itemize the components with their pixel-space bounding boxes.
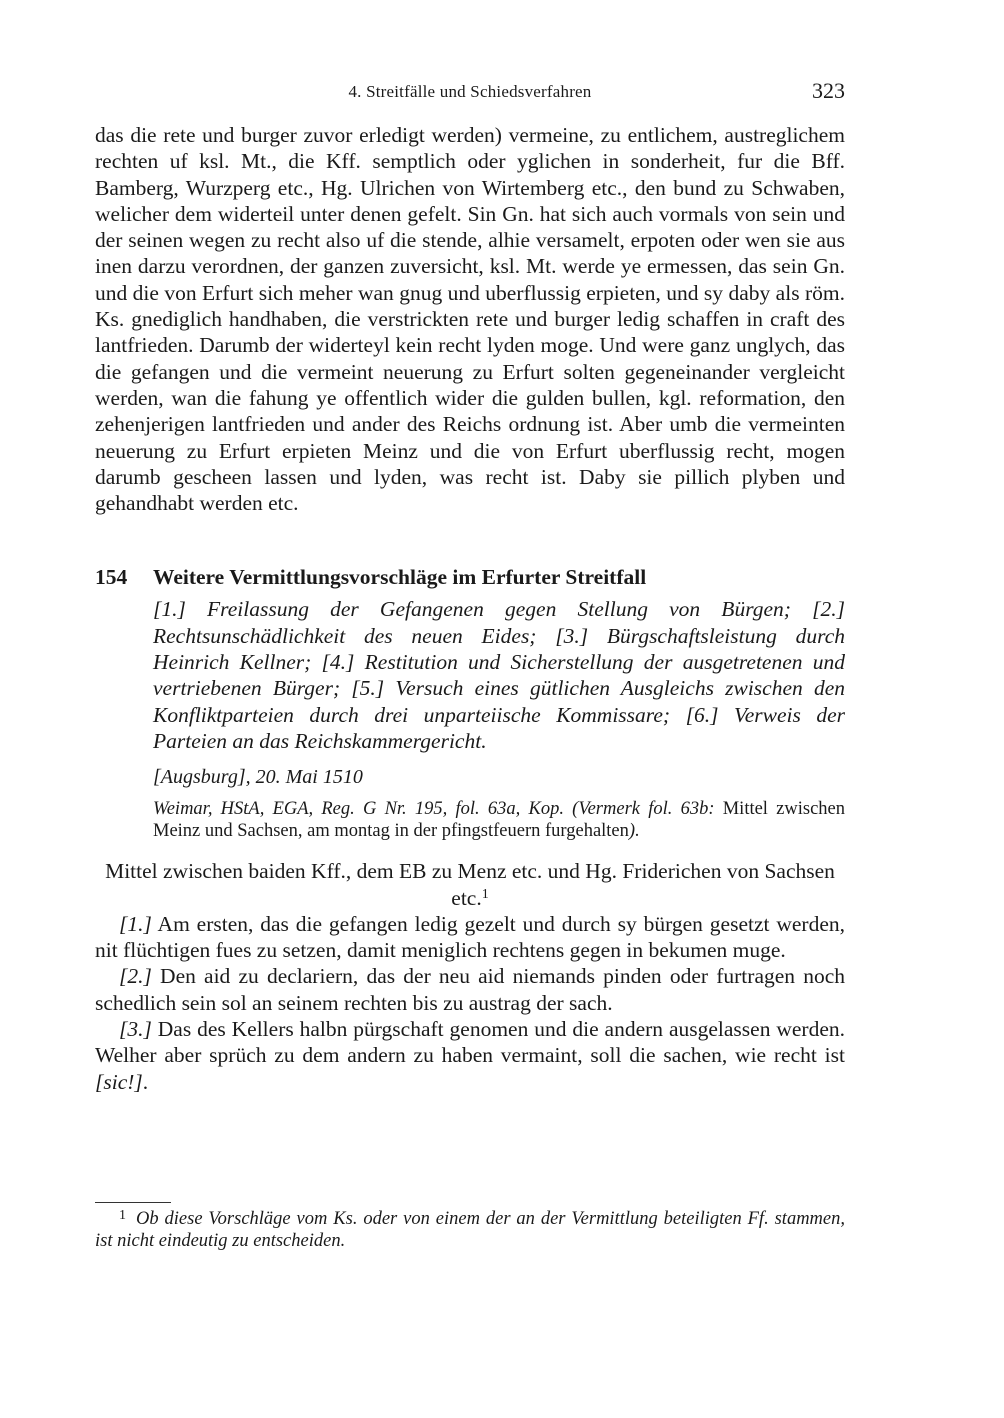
paragraph-text: Das des Kellers halbn pürgschaft genomen und die andern ausgelassen werden. Welher aber sprüch zu dem andern zu haben vermaint, soll die sachen, wie recht ist	[95, 1017, 845, 1068]
page-content	[95, 78, 845, 1095]
footnote-divider	[95, 1202, 171, 1203]
footnote-text: Ob diese Vorschläge vom Ks. oder von einem der an der Vermittlung beteiligten Ff. stammen, ist nicht eindeutig zu entscheiden.	[95, 1209, 845, 1251]
footnote-mark: 1	[119, 1208, 126, 1223]
paragraph-number: [3.]	[119, 1017, 152, 1042]
paragraph-text: Den aid zu declariern, das der neu aid niemands pinden oder furtragen noch schedlich sein sol an seinem rechten bis zu austrag der sach.	[95, 964, 845, 1015]
document-title: Weitere Vermittlungsvorschläge im Erfurter Streitfall	[153, 565, 647, 590]
paragraph-number: [2.]	[119, 964, 152, 989]
document-number: 154	[95, 565, 128, 590]
footnote-reference: 1	[481, 886, 489, 902]
document-date: [Augsburg], 20. Mai 1510	[153, 766, 363, 789]
source-close: ).	[628, 821, 640, 842]
paragraph-text: Am ersten, das die gefangen ledig gezelt und durch sy bürgen gesetzt werden, nit flüchtigen fues zu setzen, damit meniglich rechtens gegen in bekumen muge.	[95, 911, 845, 963]
running-head	[95, 78, 845, 110]
document-source	[153, 798, 845, 842]
continuation-paragraph: das die rete und burger zuvor erledigt werden) vermeine, zu entlichem, austreglichem rechten uf ksl. Mt., die Kff. semptlich oder yglichen in sonderheit, fur die Bff. Bamberg, Wurzperg etc., Hg. Ulrichen von Wirtemberg etc., den bund zu Schwaben, welicher dem widerteil unter denen gefelt. Sin Gn. hat sich auch vormals von sein und der seinen wegen zu recht also uf die stende, alhie versamelt, erpoten oder wen sie aus inen darzu verordnen, der ganzen zuversicht, ksl. Mt. werde ye ermessen, das sein Gn. und die von Erfurt sich meher wan gnug und uberflussig erpieten, und sy daby als röm. Ks. gnediglich handhaben, die verstrickten rete und burger ledig schaffen in craft des lantfrieden. Darumb der widerteyl kein recht lyden moge. Und were ganz unglych, das die gefangen und die vermeint neuerung zu Erfurt solten gegeneinander vergleicht werden, wan die fahung ye offentlich wider die gulden bullen, kgl. reformation, den zehenjerigen lantfrieden und ander des Reichs ordnung ist. Aber umb die vermeinten neuerung zu Erfurt erpieten Meinz und die von Erfurt uberflussig recht, mogen darumb gescheen lassen und lyden, was recht ist. Daby sie pillich plyben und gehandhabt werden etc.	[95, 123, 845, 516]
source-archive: Weimar, HStA, EGA, Reg. G Nr. 195, fol. 63a, Kop. (Vermerk fol. 63b:	[153, 799, 715, 820]
footnote	[95, 1208, 845, 1252]
document-heading	[95, 858, 845, 911]
paragraph-number: [1.]	[119, 911, 152, 936]
heading-text: Mittel zwischen baiden Kff., dem EB zu Menz etc. und Hg. Friderichen von Sachsen etc.	[105, 859, 835, 910]
sic-marker: [sic!]	[95, 1069, 143, 1094]
page-number: 323	[812, 78, 845, 103]
document-regest: [1.] Freilassung der Gefangenen gegen Stellung von Bürgen; [2.] Rechtsunschädlichkeit des neuen Eides; [3.] Bürgschaftsleistung durch Heinrich Kellner; [4.] Restitution und Sicherstellung der ausgetretenen und vertriebenen Bürger; [5.] Versuch eines gütlichen Ausgleichs zwischen den Konfliktparteien durch drei unparteiische Kommissare; [6.] Verweis der Parteien an das Reichskammergericht.	[153, 597, 845, 753]
paragraph-end: .	[142, 1069, 149, 1094]
paragraph-3	[95, 1016, 845, 1095]
running-head-title: 4. Streitfälle und Schiedsverfahren	[348, 82, 592, 101]
source-note: Mittel zwischen Meinz und Sachsen, am montag in der pfingstfeuern furgehalten	[153, 799, 845, 842]
paragraph-2	[95, 963, 845, 1016]
paragraph-1	[95, 911, 845, 964]
document-header	[95, 564, 845, 590]
